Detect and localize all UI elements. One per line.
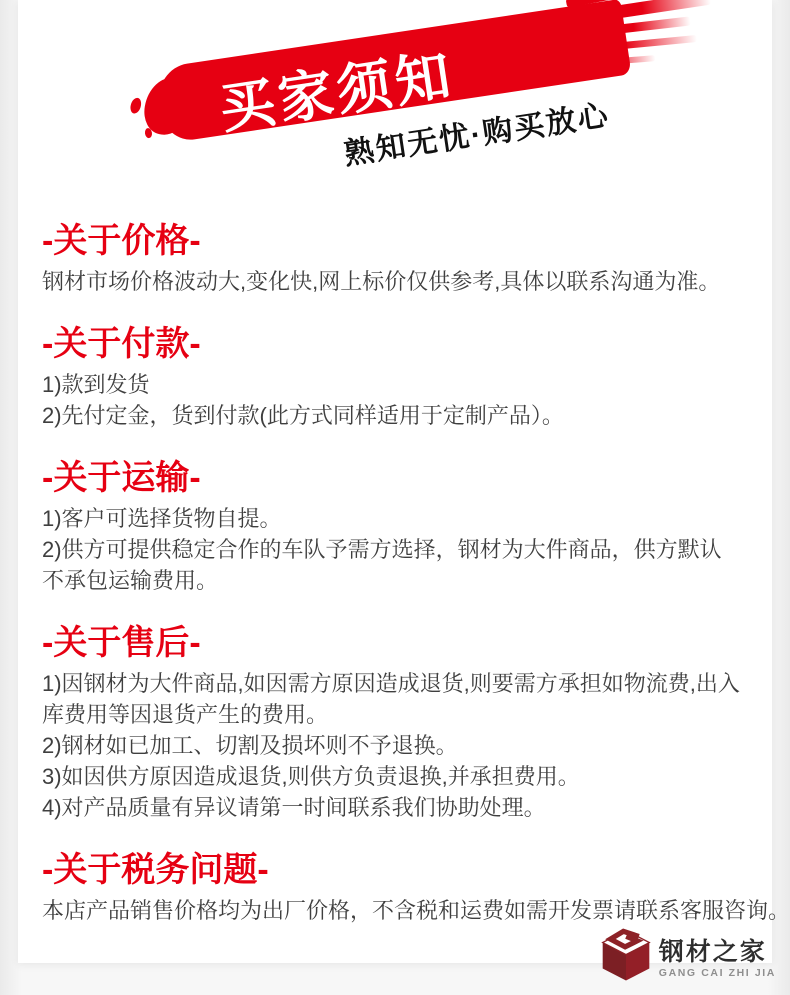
section-body-line: 本店产品销售价格均为出厂价格，不含税和运费如需开发票请联系客服咨询。 xyxy=(42,898,790,923)
section-body-line: 4)对产品质量有异议请第一时间联系我们协助处理。 xyxy=(42,795,546,820)
section-body-line: 1)客户可选择货物自提。 xyxy=(42,506,282,531)
section-body-line: 1)款到发货 xyxy=(42,372,150,397)
section-body-line: 库费用等因退货产生的费用。 xyxy=(42,702,329,727)
section-aftersales xyxy=(42,622,748,823)
section-heading: -关于价格- xyxy=(42,222,201,260)
section-shipping xyxy=(42,457,748,596)
section-price xyxy=(42,220,748,297)
banner-title: 买家须知 xyxy=(215,43,459,140)
brush-speck xyxy=(129,97,143,115)
section-body-line: 不承包运输费用。 xyxy=(42,568,219,593)
section-heading: -关于售后- xyxy=(42,624,201,662)
brush-stroke xyxy=(137,0,713,185)
section-payment xyxy=(42,323,748,431)
section-body-line: 2)供方可提供稳定合作的车队予需方选择，钢材为大件商品，供方默认 xyxy=(42,537,722,562)
section-body-line: 钢材市场价格波动大,变化快,网上标价仅供参考,具体以联系沟通为准。 xyxy=(42,269,721,294)
section-heading: -关于付款- xyxy=(42,325,201,363)
banner-subtitle: 熟知无忧·购买放心 xyxy=(341,98,612,172)
section-body-line: 2)钢材如已加工、切割及损坏则不予退换。 xyxy=(42,733,458,758)
content-card xyxy=(18,0,790,963)
buyer-notice-banner xyxy=(18,0,772,194)
brand-name-en: GANG CAI ZHI JIA xyxy=(658,966,776,979)
cube-logo-icon xyxy=(600,927,652,989)
section-tax xyxy=(42,849,790,926)
section-heading: -关于运输- xyxy=(42,459,201,497)
section-body-line: 2)先付定金，货到付款(此方式同样适用于定制产品）。 xyxy=(42,403,564,428)
brand-logo xyxy=(600,927,776,989)
section-heading: -关于税务问题- xyxy=(42,851,269,889)
section-body-line: 1)因钢材为大件商品,如因需方原因造成退货,则要需方承担如物流费,出入 xyxy=(42,671,740,696)
brand-name: 钢材之家 xyxy=(658,937,767,966)
section-body-line: 3)如因供方原因造成退货,则供方负责退换,并承担费用。 xyxy=(42,764,580,789)
notice-content xyxy=(18,220,790,926)
brand-text xyxy=(659,938,776,979)
